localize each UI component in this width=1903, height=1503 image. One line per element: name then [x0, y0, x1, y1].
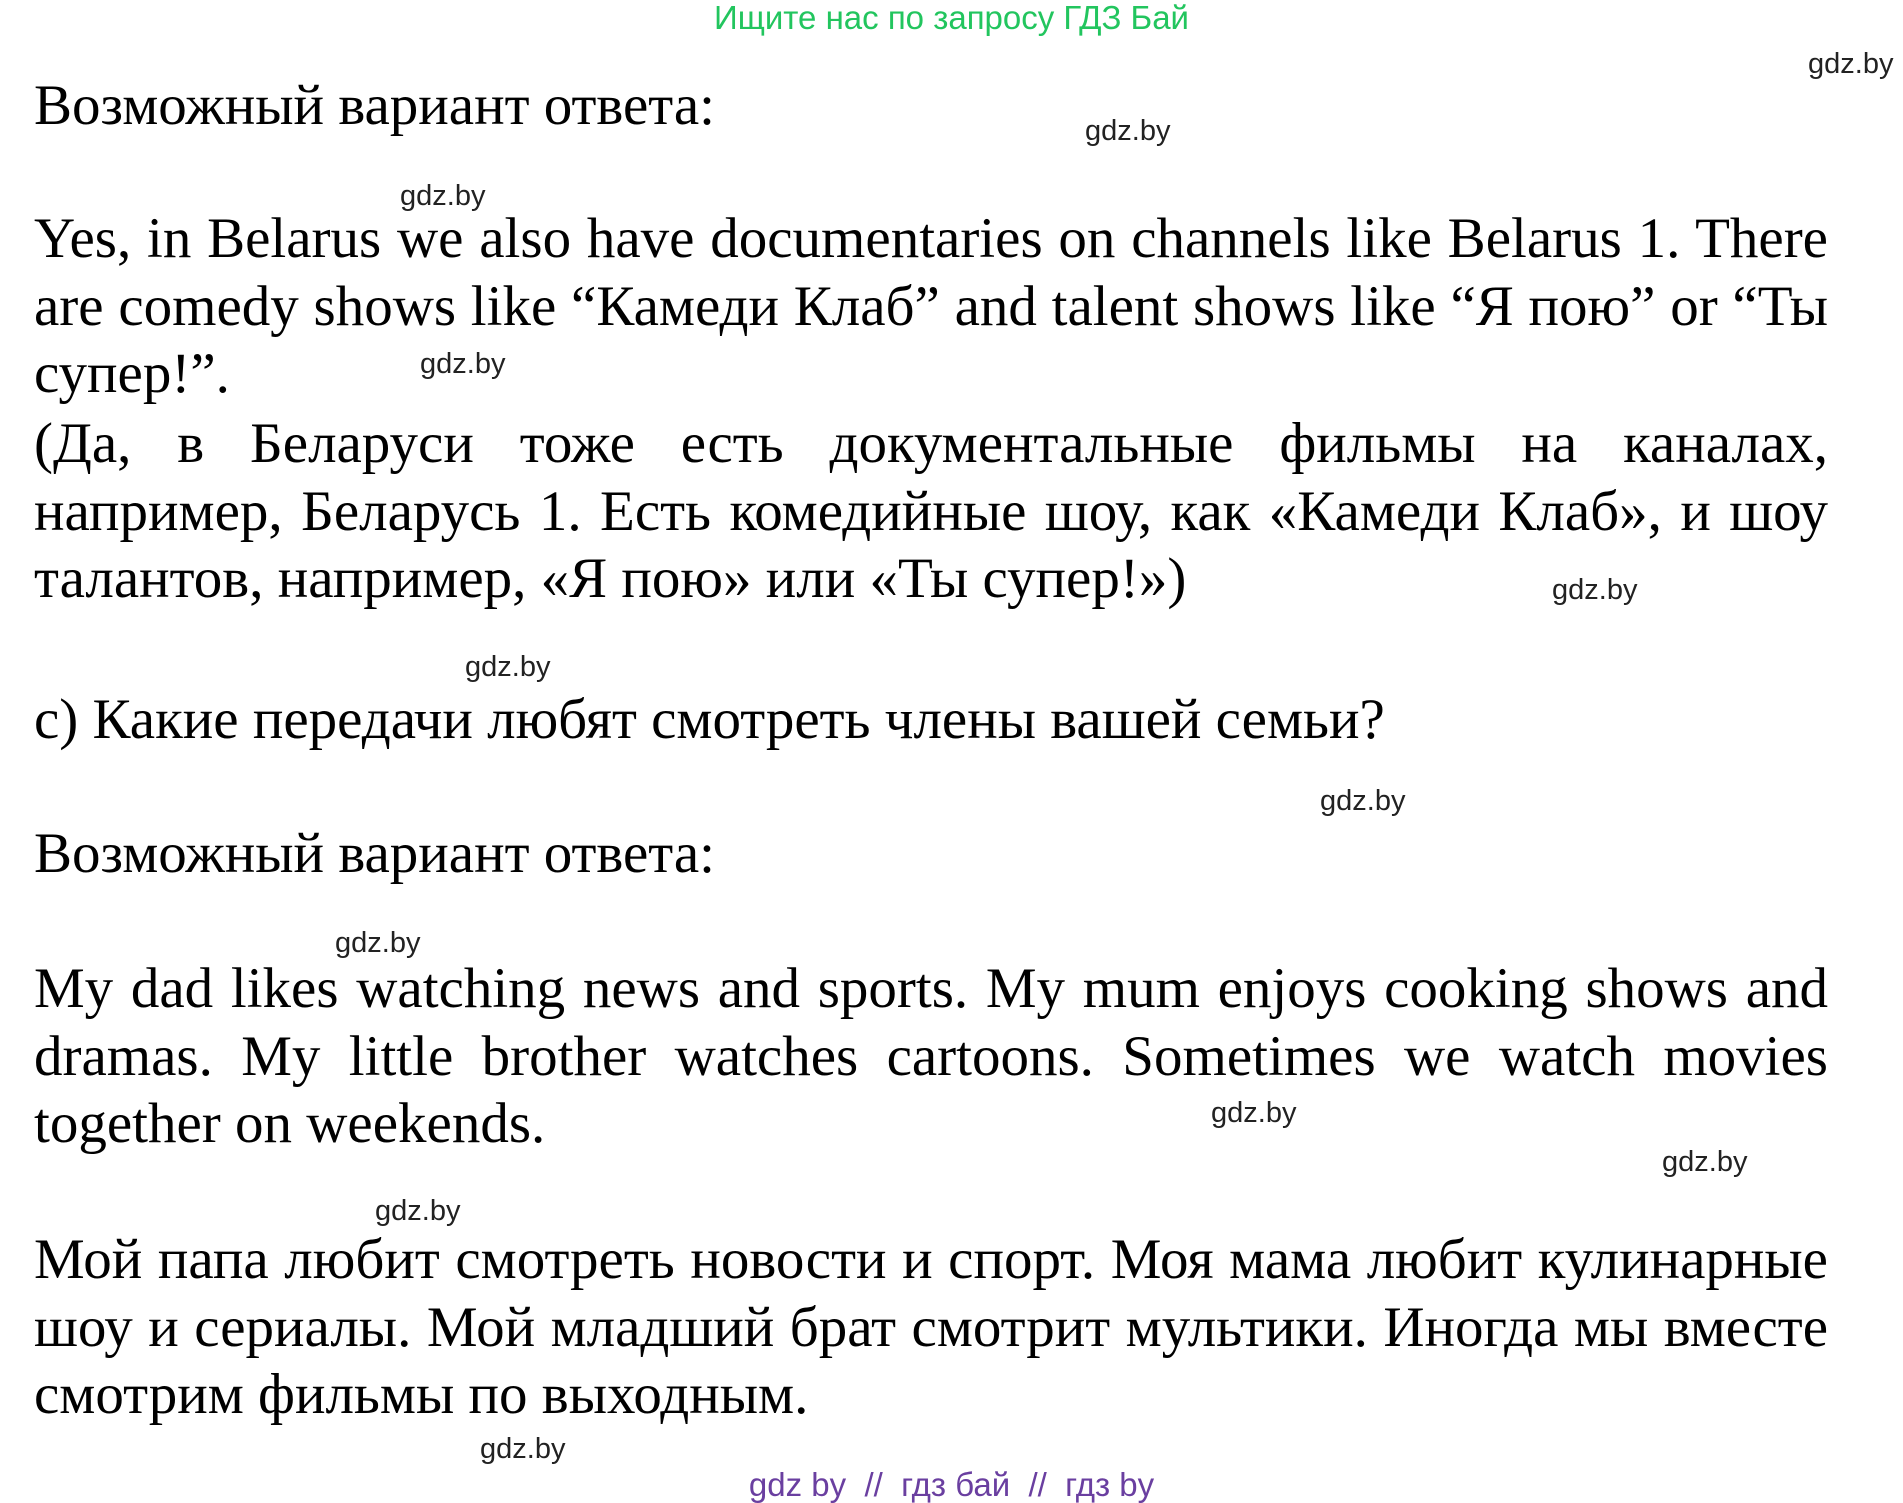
- answer-heading: Возможный вариант ответа:: [34, 822, 716, 885]
- answer-english-1: Yes, in Belarus we also have documentaries on channels like Belarus 1. There are comedy shows like “Камеди Клаб” and talent shows like “Я пою” or “Ты супер!”.: [34, 207, 1829, 405]
- answer-heading: Возможный вариант ответа:: [34, 74, 716, 137]
- watermark: gdz.by: [420, 348, 506, 380]
- watermark: gdz.by: [1552, 574, 1638, 606]
- top-banner: Ищите нас по запросу ГДЗ Бай: [714, 0, 1189, 36]
- watermark: gdz.by: [1662, 1146, 1748, 1178]
- watermark: gdz.by: [1808, 48, 1894, 80]
- question-c: c) Какие передачи любят смотреть члены вашей семьи?: [34, 688, 1385, 751]
- watermark: gdz.by: [335, 927, 421, 959]
- answer-russian-1: (Да, в Беларуси тоже есть документальные фильмы на каналах, например, Беларусь 1. Есть комедийные шоу, как «Камеди Клаб», и шоу талантов, например, «Я пою» или «Ты супер!»): [34, 412, 1828, 610]
- watermark: gdz.by: [1085, 115, 1171, 147]
- watermark: gdz.by: [1211, 1097, 1297, 1129]
- answer-russian-2: Мой папа любит смотреть новости и спорт. Моя мама любит кулинарные шоу и сериалы. Мой младший брат смотрит мультики. Иногда мы вместе смотрим фильмы по выходным.: [34, 1228, 1828, 1426]
- watermark: gdz.by: [400, 180, 486, 212]
- answer-english-2: My dad likes watching news and sports. My mum enjoys cooking shows and dramas. My little brother watches cartoons. Sometimes we watch movies together on weekends.: [34, 957, 1828, 1155]
- footer-links: gdz by // гдз бай // гдз by: [748, 1466, 1155, 1503]
- watermark: gdz.by: [1320, 785, 1406, 817]
- watermark: gdz.by: [375, 1195, 461, 1227]
- watermark: gdz.by: [480, 1433, 566, 1465]
- watermark: gdz.by: [465, 651, 551, 683]
